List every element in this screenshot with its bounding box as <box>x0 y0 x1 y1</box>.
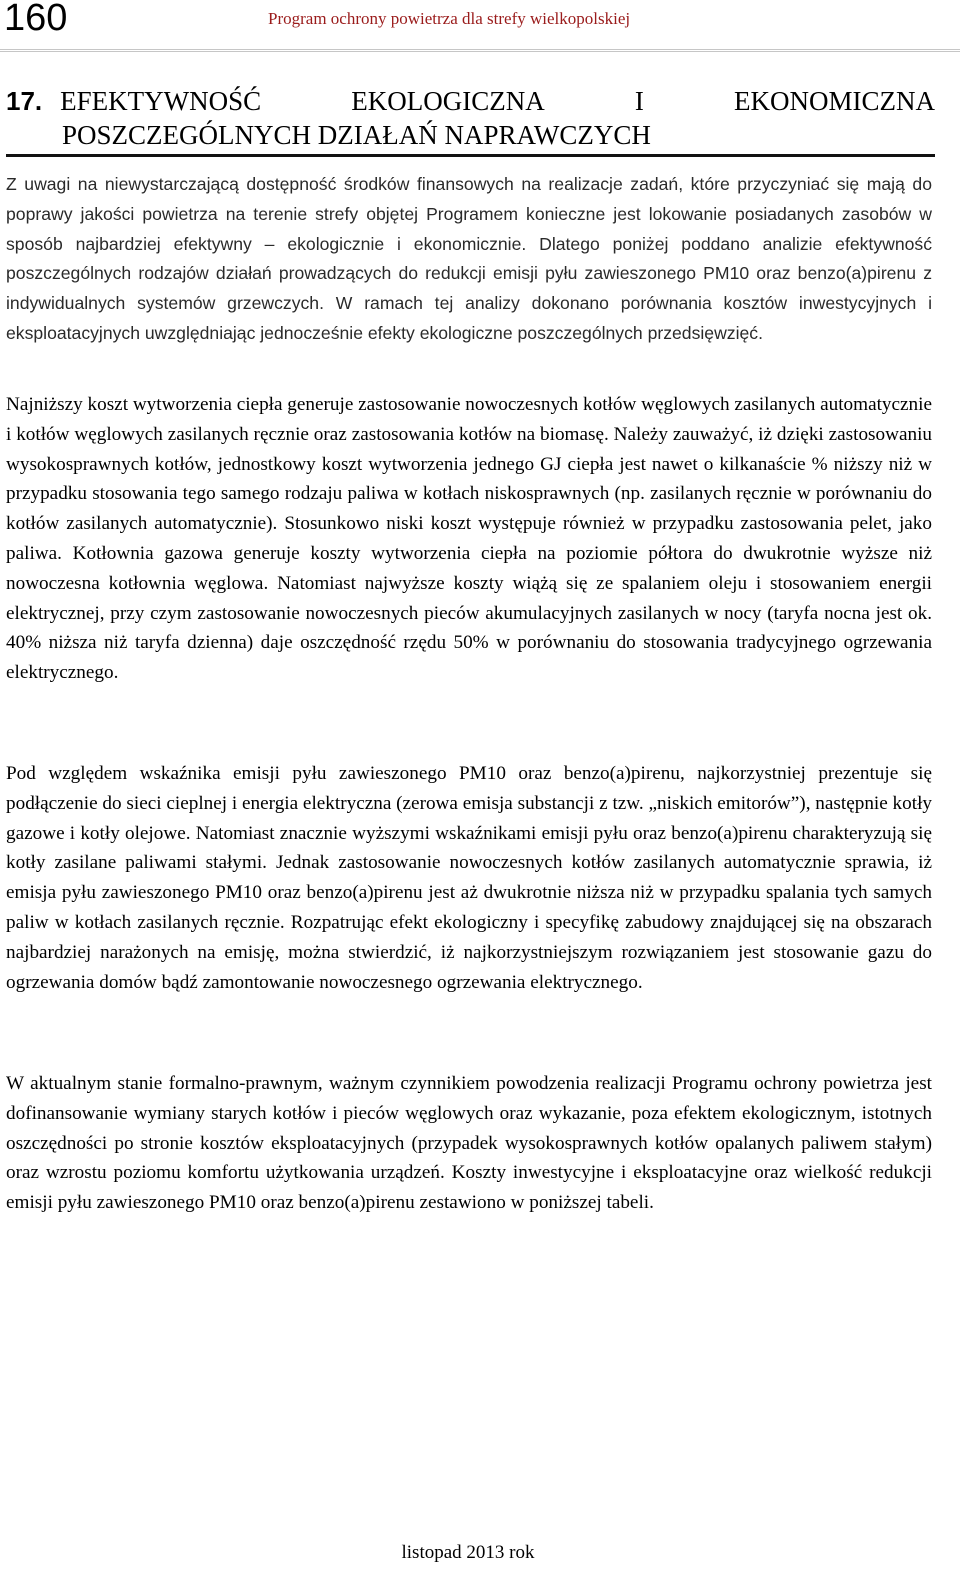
heading-underline <box>6 154 935 157</box>
section-heading-line-1 <box>6 84 935 118</box>
body-paragraph-emissions: Pod względem wskaźnika emisji pyłu zawieszonego PM10 oraz benzo(a)pirenu, najkorzystniej prezentuje się podłączenie do sieci cieplnej i energia elektryczna (zerowa emisja substancji z tzw. „niskich emitorów”), następnie kotły gazowe i kotły olejowe. Natomiast znacznie wyższymi wskaźnikami emisji pyłu oraz benzo(a)pirenu charakteryzują się kotły zasilane paliwami stałymi. Jednak zastosowanie nowoczesnych kotłów zasilanych automatycznie sprawia, iż emisja pyłu zawieszonego PM10 oraz benzo(a)pirenu jest aż dwukrotnie niższa niż w przypadku spalania tych samych paliw w kotłach zasilanych ręcznie. Rozpatrując efekt ekologiczny i specyfikę zabudowy znajdującej się na obszarach najbardziej narażonych na emisję, można stwierdzić, iż najkorzystniejszym rozwiązaniem jest stosowanie gazu do ogrzewania domów bądź zamontowanie nowoczesnego ogrzewania elektrycznego. <box>6 763 932 993</box>
section-heading <box>6 84 935 152</box>
section-title-word: EKOLOGICZNA <box>351 86 545 116</box>
section-title-word: I <box>634 86 644 116</box>
footer-date: listopad 2013 rok <box>401 1542 535 1563</box>
running-header-title: Program ochrony powietrza dla strefy wielkopolskiej <box>268 9 631 28</box>
page-number: 160 <box>4 0 68 39</box>
section-title-word: EFEKTYWNOŚĆ <box>60 86 262 116</box>
body-paragraph-financing: W aktualnym stanie formalno-prawnym, ważnym czynnikiem powodzenia realizacji Programu ochrony powietrza jest dofinansowanie wymiany starych kotłów i pieców węglowych oraz wykazanie, poza efektem ekologicznym, istotnych oszczędności po stronie kosztów eksploatacyjnych (przypadek wysokosprawnych kotłów opalanych paliwem stałym) oraz wzrostu poziomu komfortu użytkowania urządzeń. Koszty inwestycyjne i eksploatacyjne oraz wielkość redukcji emisji pyłu zawieszonego PM10 oraz benzo(a)pirenu zestawiono w poniższej tabeli. <box>6 1073 932 1214</box>
body-paragraph-costs: Najniższy koszt wytworzenia ciepła generuje zastosowanie nowoczesnych kotłów węglowych zasilanych automatycznie i kotłów węglowych zasilanych ręcznie oraz zastosowania kotłów na biomasę. Należy zauważyć, iż dzięki zastosowaniu wysokosprawnych kotłów, jednostkowy koszt wytworzenia jednego GJ ciepła jest nawet o kilkanaście % niższy niż w przypadku stosowania tego samego rodzaju paliwa w kotłach niskosprawnych (np. zasilanych ręcznie w porównaniu do kotłów zasilanych automatycznie). Stosunkowo niski koszt występuje również w przypadku zastosowania pelet, jako paliwa. Kotłownia gazowa generuje koszty wytworzenia ciepła na poziomie półtora do dwukrotnie wyższe niż nowoczesna kotłownia węglowa. Natomiast najwyższe koszty wiążą się ze spalaniem oleju i stosowaniem energii elektrycznej, przy czym zastosowanie nowoczesnych pieców akumulacyjnych zasilanych w nocy (taryfa nocna jest ok. 40% niższa niż taryfa dzienna) daje oszczędność rzędu 50% w porównaniu do stosowania tradycyjnego ogrzewania elektrycznego. <box>6 394 932 684</box>
body-paragraph-intro: Z uwagi na niewystarczającą dostępność środków finansowych na realizacje zadań, które przyczyniać się mają do poprawy jakości powietrza na terenie strefy objętej Programem konieczne jest lokowanie posiadanych zasobów w sposób najbardziej efektywny – ekologicznie i ekonomicznie. Dlatego poniżej poddano analizie efektywność poszczególnych rodzajów działań prowadzących do redukcji emisji pyłu zawieszonego PM10 oraz benzo(a)pirenu z indywidualnych systemów grzewczych. W ramach tej analizy dokonano porównania kosztów inwestycyjnych i eksploatacyjnych uwzględniając jednocześnie efekty ekologiczne poszczególnych przedsięwzięć. <box>6 174 932 343</box>
section-title-word: EKONOMICZNA <box>734 86 935 116</box>
section-heading-line-2: POSZCZEGÓLNYCH DZIAŁAŃ NAPRAWCZYCH <box>62 120 651 150</box>
section-number: 17. <box>6 86 43 116</box>
section-heading-first-group <box>6 84 261 118</box>
header-divider <box>0 49 960 52</box>
